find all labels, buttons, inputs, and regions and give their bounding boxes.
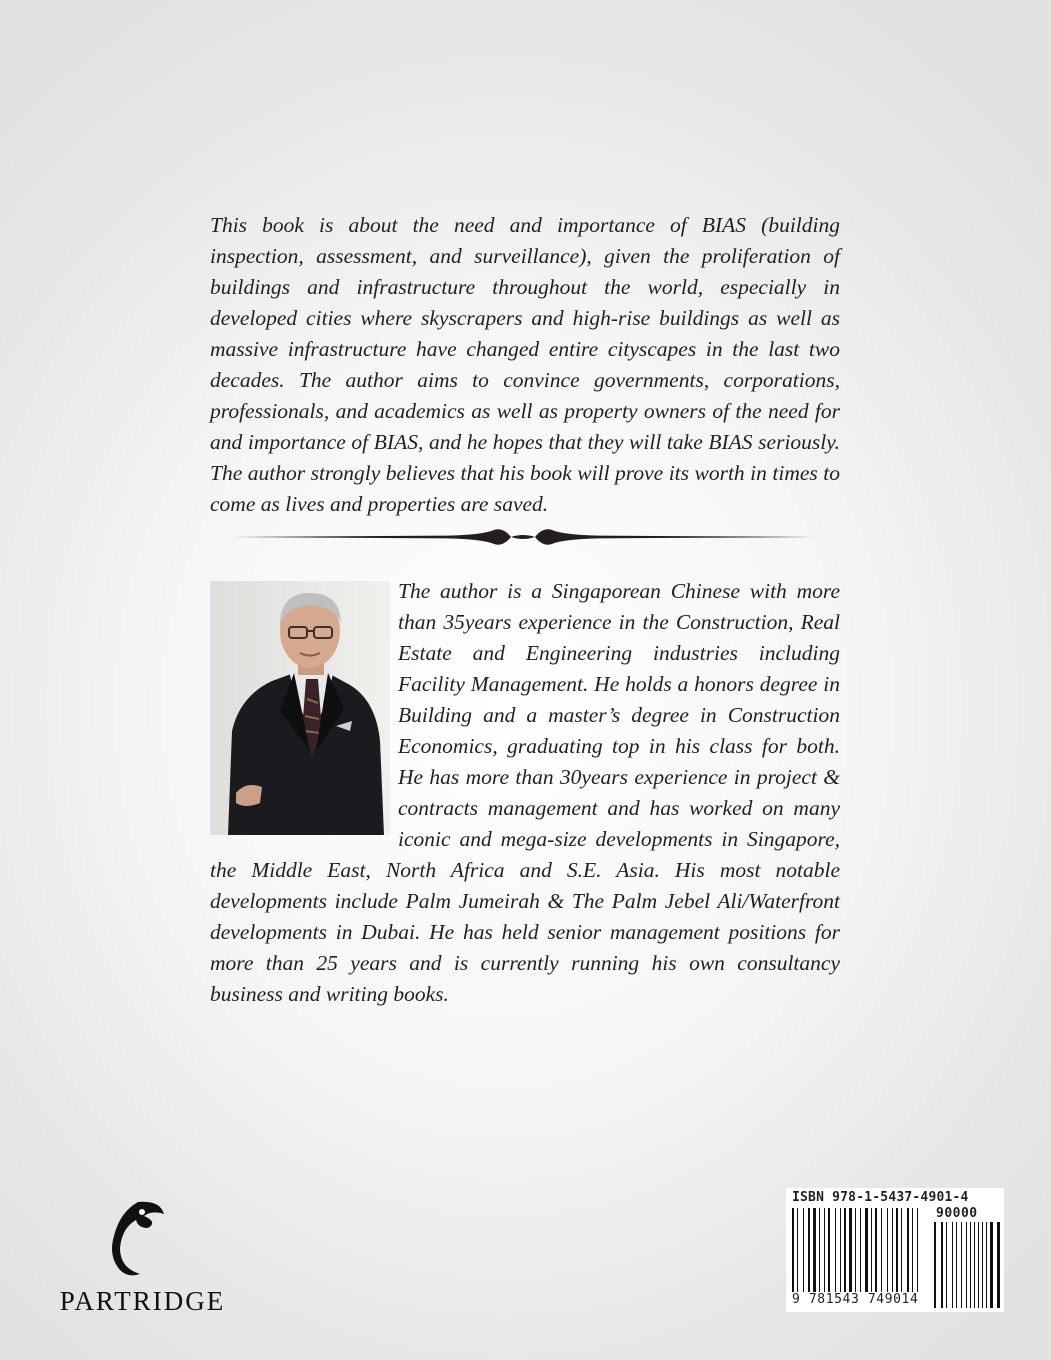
author-bio-section (210, 576, 840, 1010)
book-description: This book is about the need and importance of BIAS (building inspection, assessment, and surveillance), given the proliferation of buildings and infrastructure throughout the world, especially in developed cities where skyscrapers and high-rise buildings as well as massive infrastructure have changed entire cityscapes in the last two decades. The author aims to convince governments, corporations, professionals, and academics as well as property owners of the need for and importance of BIAS, and he hopes that they will take BIAS seriously. The author strongly believes that his book will prove its worth in times to come as lives and properties are saved. (210, 213, 840, 516)
publisher-name: PARTRIDGE (59, 1286, 226, 1316)
publisher-logo (40, 1198, 245, 1318)
ornamental-divider (232, 524, 814, 550)
ean-digits: 9 781543 749014 (792, 1292, 919, 1307)
isbn-label: ISBN 978-1-5437-4901-4 (792, 1190, 969, 1205)
penguin-logo-icon (108, 1198, 170, 1278)
price-code: 90000 (936, 1206, 978, 1221)
author-bio-text: The author is a Singaporean Chinese with more than 35years experience in the Construction, Real Estate and Engineering industries including Facility Management. He holds a honors degree in Building and a master’s degree in Construction Economics, graduating top in his class for both. He has more than 30years experience in project & contracts management and has worked on many iconic and mega-size developments in Singapore, the Middle East, North Africa and S.E. Asia. His most notable developments include Palm Jumeirah & The Palm Jebel Ali/Waterfront developments in Dubai. He has held senior management positions for more than 25 years and is currently running his own consultancy business and writing books. (210, 579, 840, 1006)
isbn-barcode (786, 1188, 1004, 1312)
author-photo (210, 581, 390, 835)
